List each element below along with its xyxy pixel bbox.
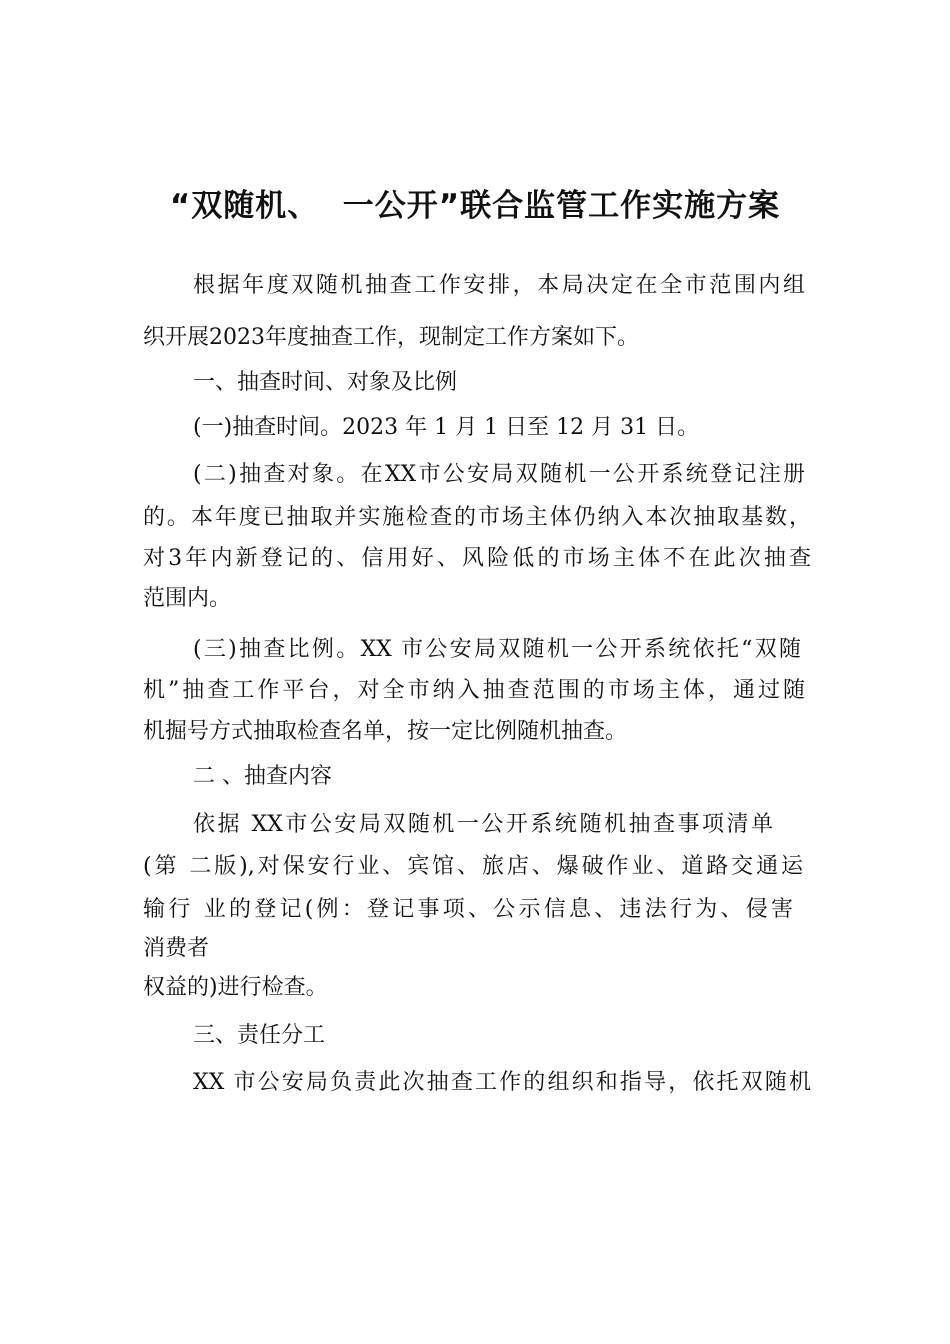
paragraph-line: (二)抽查对象。在XX市公安局双随机一公开系统登记注册 <box>193 462 805 487</box>
section-heading: 二 、抽查内容 <box>193 764 332 789</box>
paragraph-line: 的。本年度已抽取并实施检查的市场主体仍纳入本次抽取基数， <box>143 505 811 530</box>
paragraph-line: (三)抽查比例。XX 市公安局双随机一公开系统依托“双随 <box>193 637 801 662</box>
paragraph-line: 对3年内新登记的、信用好、风险低的市场主体不在此次抽查 <box>143 546 811 571</box>
paragraph-line: 输行 业的登记(例：登记事项、公示信息、违法行为、侵害 <box>143 897 793 922</box>
paragraph-line: 织开展2023年度抽查工作，现制定工作方案如下。 <box>143 325 639 350</box>
paragraph-line: 依据 XX市公安局双随机一公开系统随机抽查事项清单 <box>193 812 773 837</box>
paragraph-line: 消费者 <box>143 936 210 961</box>
section-heading: 三、责任分工 <box>193 1023 326 1048</box>
paragraph-line: (一)抽查时间。2023 年 1 月 1 日至 12 月 31 日。 <box>193 415 700 440</box>
paragraph-line: 权益的)进行检查。 <box>143 975 328 1000</box>
paragraph-line: XX 市公安局负责此次抽查工作的组织和指导，依托双随机 <box>193 1070 811 1095</box>
paragraph-line: (第 二版),对保安行业、宾馆、旅店、爆破作业、道路交通运 <box>143 854 803 879</box>
section-heading: 一、抽查时间、对象及比例 <box>193 370 458 395</box>
paragraph-line: 根据年度双随机抽查工作安排，本局决定在全市范围内组 <box>193 273 805 298</box>
document-title: “双随机、 一公开”联合监管工作实施方案 <box>169 188 781 224</box>
paragraph-line: 机掘号方式抽取检查名单，按一定比例随机抽查。 <box>143 719 628 744</box>
paragraph-line: 机”抽查工作平台，对全市纳入抽查范围的市场主体，通过随 <box>143 678 805 703</box>
paragraph-line: 范围内。 <box>143 586 232 611</box>
